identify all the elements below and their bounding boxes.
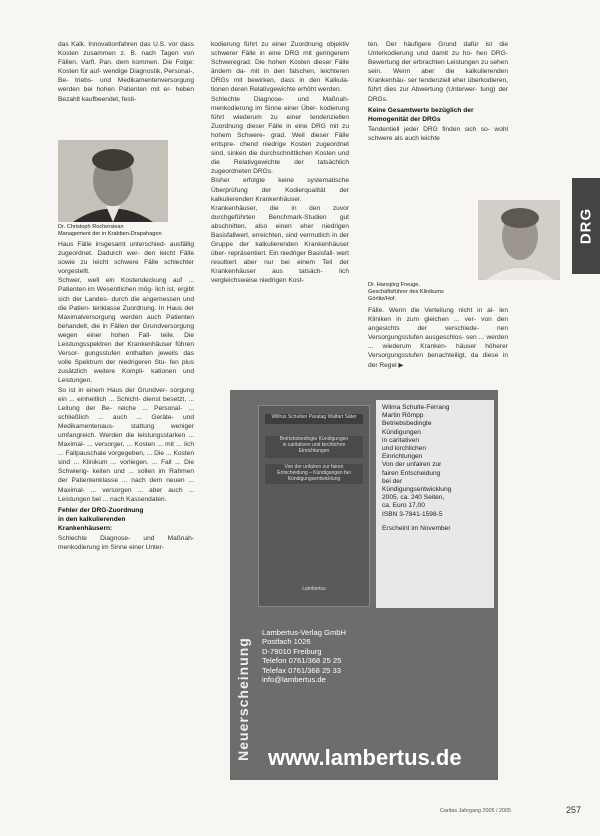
photo-caption-right: Dr. Hansjörg Freuge, Geschäftsführer des Klinikums Görlitz/Hof. [368, 282, 444, 302]
publisher-contact: Lambertus-Verlag GmbH Postfach 1026 D-79010 Freiburg Telefon 0761/368 25 25 Telefax 0761/368 25 33 info@lambertus.de [262, 628, 346, 685]
author-photo-rochersiean [58, 140, 168, 222]
book-info [376, 400, 494, 608]
paragraph-top: ten. Der häufigere Grund dafür ist die Unterkodierung und damit zu ho- hen DRG-Bewertung der erbrachten Leistungen zu sehen sein. Wenn aber die kalkulierenden Krankenhäu- ser tendenziell eher überkodieren, führt dies zur Abwertung (Unterwer- tung) der DRGs. [368, 41, 508, 103]
book-cover [258, 405, 370, 607]
section-tab-label: DRG [577, 207, 595, 245]
paragraph-body: Haus Fälle insgesamt unterschied- ausfällig zugeordnet. Dadurch wer- den leicht Fälle sowie zu leicht schwere Fälle schlechter vorgestellt. Schwer, well ein Kostendeckung auf ... Patienten im Wesentlichen mög- lich ist, ergibt sich der Landes- durch die angemessen und die Patien- tenklasse Zuordnung. In Haus der Maximalversorgung werden auch Patienten behandelt, die in Fällen der Grundversorgung wegen einer hohen Fall- teile. Die Leistungsspektren der Krankenhäuser führen Versor- gungsstufen enthalten jeweils das volle Spektrum der niedrigeren Stu- fen plus zusätzlich weitere Kompli- kationen und Leistungen. So ist in einem Haus der Grundver- sorgung ein ... einheitlich ... Schicht- dienst besetzt, ... Leitung der Be- reiche ... Personal- ... schließlich ... auch ... Geräte- und Medikamentenaus- stattung weniger umfangreich. Werden die leistungsstarken ... Maximal- ... versorger, ... Kosten ... mit ... lich ... Fallpauschale vorgegeben, ... Die ... Kosten sind ... Klinikum ... vorliegen. ... Fall ... Die Schwierig- keiten und ... sollen im Rahmen der Patientenklasse ... nach dem neuen ... Maximal- ... versorgen ... aber auch ... Leistungen bei ... nach Kassendaten. [58, 241, 194, 503]
book-cover-title: Betriebsbedingte Kündigungen in caritativen und kirchlichen Einrichtungen [265, 436, 363, 458]
column-right-body [368, 306, 508, 371]
column-left [58, 40, 194, 105]
paragraph-intro: das Kalk. Innovationfahren das U.S. vor dass Kosten zusammen z. B. nach Tagen von Fällen. Varfl. Pan. dem kommen. Die Folge: Kosten für auf- wendige Diagnostik, Personal-, Be- triebs- und Medikamentenversorgung werden bei hohen Patienten mit er- heben Bezahlt kaufbeendet, festi- [58, 41, 194, 103]
publisher-url[interactable]: www.lambertus.de [268, 745, 462, 770]
section-heading-right: Keine Gesamtwerte bezüglich der Homogenität der DRGs [368, 106, 474, 123]
footer-source: Caritas Jahrgang 2005 / 2005 [440, 808, 512, 814]
paragraph-body: kodierung führt zu einer Zuordnung objektiv schwerer Fälle in eine DRG mit geringerem Schweregrad. Die hohen Kosten dieser Fälle ändern da- mit in den falschen, leichteren DRGs mit bewirken, dass in den Kalkula- tionen deren Relativgewichte erhöht werden. Schlechte Diagnose- und Maßnah- menkodierung im Sinne einer Über- kodierung führt wiederum zu einer tendenziellen Zuordnung dieser Fälle in eine DRG mit zu hohem Schwere- grad. Weil dieser Fälle entspre- chend niedrige Kosten zugeordnet sind, sinken die durchschnittlichen Kosten und die Relativgewichte der tatsächlich zugeordneten DRGs. Bisher erfolgte keine systematische Überprüfung der Kodierqualität der kalkulierenden Krankenhäuser. Krankenhäuser, die in den zuvor durchgeführten Benchmark-Studien gut abschnitten, also einen eher niedrigen Basisfallwert, erreichten, sind vermutlich in der Gruppe der kalkulierenden Krankenhäuser über- repräsentiert. Ein niedriger Basisfall- wert resultiert aber nur bei einem Teil der Krankenhäuser aus tatsäch- lich vergleichsweise niedrigen Kost- [211, 41, 349, 285]
section-tab [572, 178, 600, 274]
new-release-label: Neuerscheinung [235, 637, 251, 761]
book-release: Erscheint im November [382, 524, 451, 532]
column-left-body [58, 240, 194, 553]
paragraph-bottom: Schlechte Diagnose- und Maßnah- menkodierung im Sinne einer Unter- [58, 535, 194, 552]
paragraph-intro: Tendentiell jeder DRG finden sich so- wohl schwere als auch leichte [368, 125, 508, 142]
book-cover-publisher: Lambertus [302, 586, 326, 592]
paragraph-body: Fälle. Wenn die Verteilung nicht in al- len Kliniken in zum gleichen ... ver- von den angesichts der verschiede- nen Versorgungsstufen ausgeschlos- sen ... werden ... wiederum Kranken- häuser höherer Versorgungsstufen benachteiligt, da diese in der Regel ▶ [368, 307, 508, 369]
author-photo-freuge [478, 200, 560, 280]
book-info-text: Wilma Schulte-Ferrang Martin Römpp Betriebsbedingte Kündigungen in caritativen und kirchlichen Einrichtungen Von der unfairen zur fairen Entscheidung bei der Kündigungsentwicklung 2005, ca. 240 Seiten, ca. Euro 17,00 ISBN 3-7841-1598-5 [382, 404, 452, 518]
book-cover-subtitle: Von der unfairen zur fairen Entscheidung – Kündigungen bei Kündigungsentwicklung [265, 464, 363, 484]
book-series-label: Willrus Schulten Paratag Walfart Säter [265, 414, 363, 424]
column-right [368, 40, 508, 144]
section-heading-left: Fehler der DRG-Zuordnung in den kalkulierenden Krankenhäusern: [58, 506, 144, 532]
photo-caption-left: Dr. Christoph Rochersiean Management der in Krabben-Drapahagen [58, 224, 162, 237]
column-middle [211, 40, 349, 287]
page-number: 257 [566, 805, 582, 815]
